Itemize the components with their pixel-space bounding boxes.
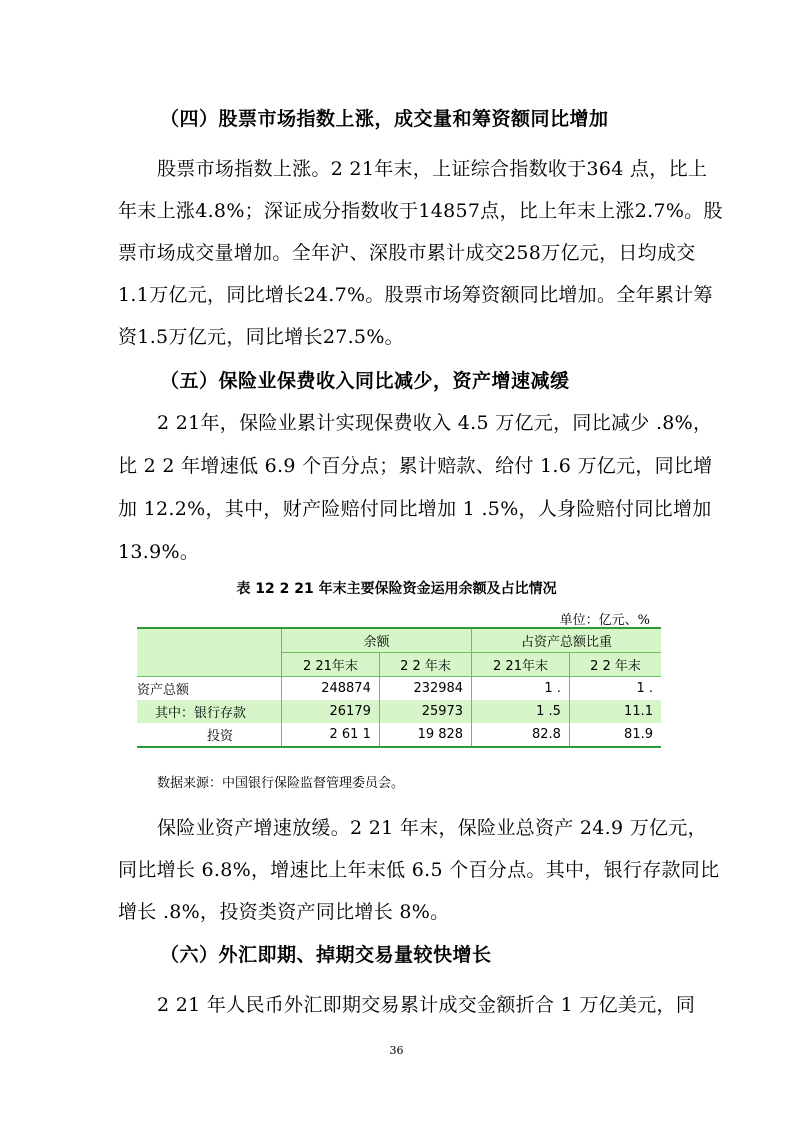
insurance-fund-table <box>137 627 661 748</box>
table-cell: 1 . <box>472 677 570 701</box>
row-label: 资产总额 <box>137 677 282 701</box>
section-heading-insurance: （五）保险业保费收入同比减少，资产增速减缓 <box>160 370 570 392</box>
section-heading-fx: （六）外汇即期、掉期交易量较快增长 <box>160 944 492 966</box>
paragraph-line: 同比增长 6.8%，增速比上年末低 6.5 个百分点。其中，银行存款同比 <box>118 859 720 881</box>
paragraph-line: 年末上涨4.8%；深证成分指数收于14857点，比上年末上涨2.7%。股 <box>118 200 723 222</box>
table-caption: 表 12 2 21 年末主要保险资金运用余额及占比情况 <box>236 581 557 597</box>
table-cell: 25973 <box>379 700 471 723</box>
paragraph-line: 13.9%。 <box>118 541 200 563</box>
table-cell: 81.9 <box>624 727 653 742</box>
paragraph-line: 2 21年，保险业累计实现保费收入 4.5 万亿元，同比减少 .8%， <box>157 412 713 434</box>
table-column-header: 2 2 年末 <box>569 653 661 677</box>
paragraph-line: 增长 .8%，投资类资产同比增长 8%。 <box>118 901 450 923</box>
table-cell: 19 828 <box>379 723 471 747</box>
table-corner-cell <box>137 628 282 677</box>
table-group-header: 余额 <box>282 628 472 653</box>
table-cell: 26179 <box>282 700 380 723</box>
table-column-header: 2 21年末 <box>282 653 380 677</box>
paragraph-line: 资1.5万亿元，同比增长27.5%。 <box>118 326 404 348</box>
paragraph-line: 比 2 2 年增速低 6.9 个百分点；累计赔款、给付 1.6 万亿元，同比增 <box>118 455 713 477</box>
row-label: 投资 <box>137 723 282 747</box>
table-cell: 1 . <box>636 681 653 696</box>
table-group-header: 占资产总额比重 <box>521 635 613 650</box>
table-cell: 82.8 <box>472 723 570 747</box>
table-unit: 单位：亿元、% <box>559 613 650 628</box>
page-number: 36 <box>389 1044 404 1057</box>
paragraph-line: 保险业资产增速放缓。2 21 年末，保险业总资产 24.9 万亿元， <box>157 817 707 839</box>
table-cell: 11.1 <box>624 704 653 719</box>
table-group-header-row <box>137 628 661 653</box>
table-column-header: 2 2 年末 <box>379 653 471 677</box>
section-heading-stock-market: （四）股票市场指数上涨，成交量和筹资额同比增加 <box>160 108 609 130</box>
paragraph-line: 股票市场指数上涨。2 21年末，上证综合指数收于364 点，比上 <box>157 158 708 180</box>
row-label: 其中：银行存款 <box>137 700 282 723</box>
paragraph-line: 2 21 年人民币外汇即期交易累计成交金额折合 1 万亿美元，同 <box>157 994 696 1016</box>
table-column-header: 2 21年末 <box>472 653 570 677</box>
table-cell: 2 61 1 <box>282 723 380 747</box>
table-cell: 248874 <box>282 677 380 701</box>
table-row <box>137 700 661 723</box>
paragraph-line: 1.1万亿元，同比增长24.7%。股票市场筹资额同比增加。全年累计筹 <box>118 284 713 306</box>
table-cell: 232984 <box>379 677 471 701</box>
table-row <box>137 723 661 747</box>
table-row <box>137 677 661 701</box>
paragraph-line: 票市场成交量增加。全年沪、深股市累计成交258万亿元，日均成交 <box>118 242 696 264</box>
table-source-note: 数据来源：中国银行保险监督管理委员会。 <box>157 776 405 791</box>
paragraph-line: 加 12.2%，其中，财产险赔付同比增加 1 .5%，人身险赔付同比增加 <box>118 498 712 520</box>
table-cell: 1 .5 <box>472 700 570 723</box>
